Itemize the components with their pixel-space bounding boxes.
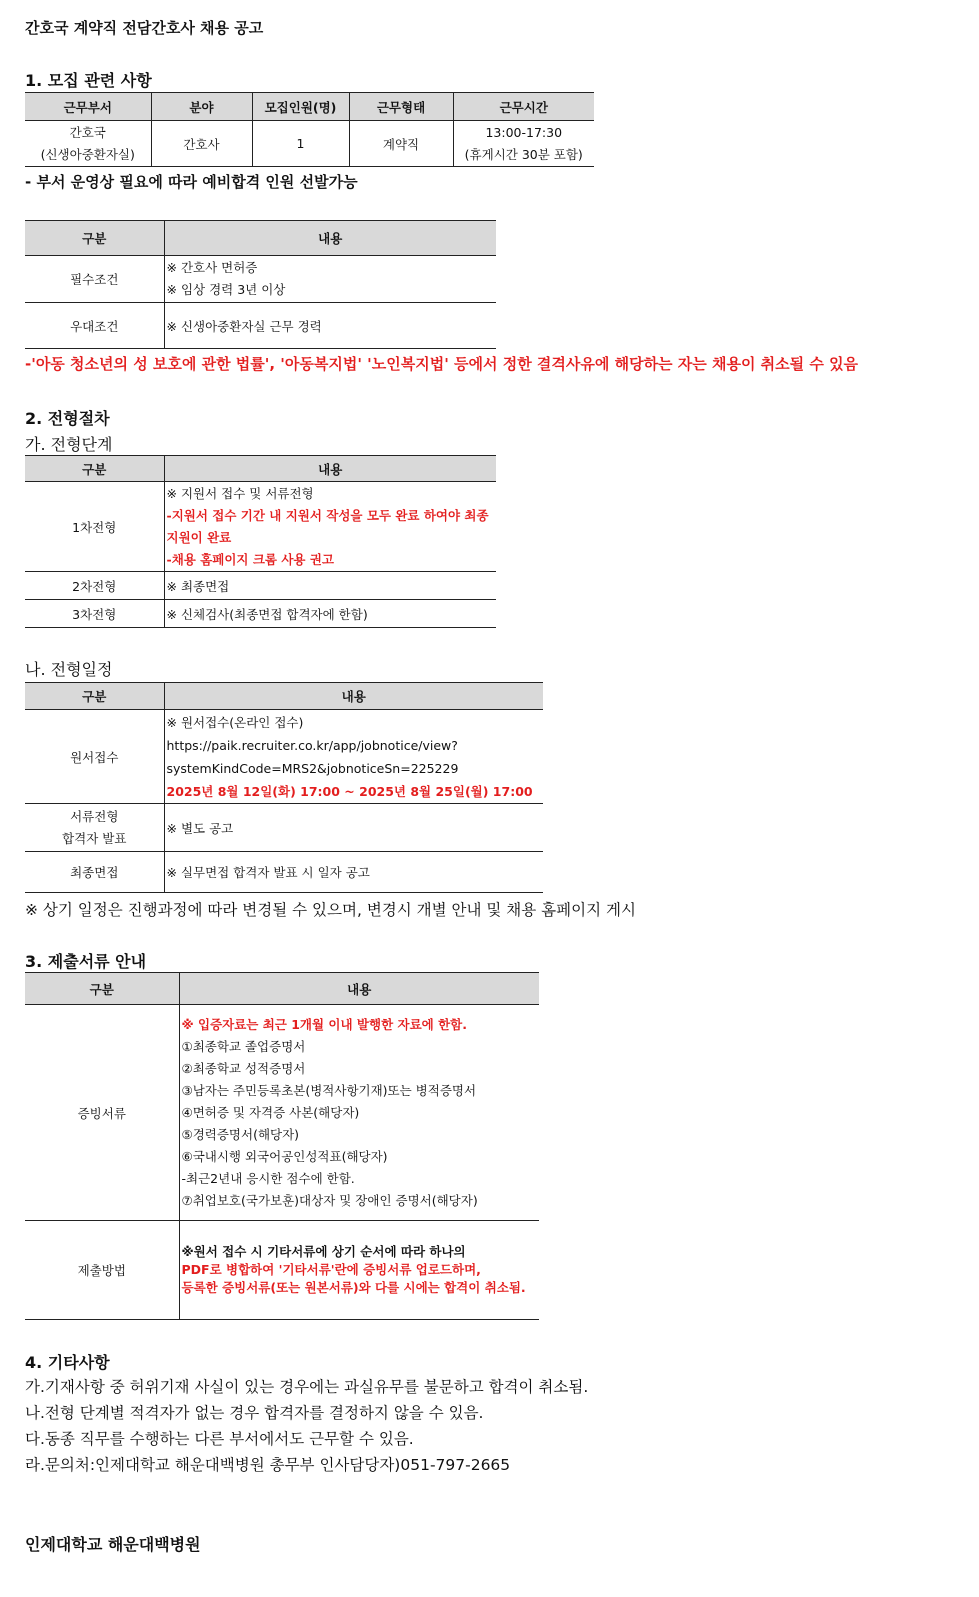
stage-table [25, 455, 496, 628]
table-row [25, 600, 496, 628]
table-row [25, 852, 543, 893]
reserve-note: - 부서 운영상 필요에 따라 예비합격 인원 선발가능 [25, 173, 358, 191]
list-item: 나.전형 단계별 적격자가 없는 경우 합격자를 결정하지 않을 수 있음. [25, 1404, 484, 1422]
cell-label: 증빙서류 [25, 1005, 179, 1221]
table-row [25, 256, 496, 303]
qualification-table [25, 220, 496, 349]
col-header-content: 내용 [179, 973, 539, 1005]
list-item: 다.동종 직무를 수행하는 다른 부서에서도 근무할 수 있음. [25, 1430, 414, 1448]
section2-heading: 2. 전형절차 [25, 409, 110, 428]
cell-label: 제출방법 [25, 1221, 179, 1320]
cell-field: 간호사 [151, 121, 252, 167]
cell-hours: 13:00-17:30 (휴게시간 30분 포함) [453, 121, 594, 167]
cell-label: 2차전형 [25, 572, 164, 600]
notes-list [25, 1374, 588, 1478]
table-row [25, 482, 496, 572]
application-url-cont[interactable]: systemKindCode=MRS2&jobnoticeSn=225229 [166, 760, 459, 776]
cell-content: ※ 원서접수(온라인 접수) https://paik.recruiter.co.kr/app/jobnotice/view? systemKindCode=MRS2&jobnoticeSn=225229 2025년 8월 12일(화) 17:00 ~ 2025년 8월 25일(월) 17:00 [164, 710, 543, 804]
cell-label: 3차전형 [25, 600, 164, 628]
col-header-category: 구분 [25, 683, 164, 710]
recruit-table [25, 92, 594, 167]
cell-label: 최종면접 [25, 852, 164, 893]
cell-label: 우대조건 [25, 303, 164, 349]
section4-heading: 4. 기타사항 [25, 1353, 110, 1372]
col-header-category: 구분 [25, 456, 164, 482]
page-title: 간호국 계약직 전담간호사 채용 공고 [25, 19, 264, 37]
section1-heading: 1. 모집 관련 사항 [25, 71, 152, 90]
list-item: 가.기재사항 중 허위기재 사실이 있는 경우에는 과실유무를 불문하고 합격이 취소됨. [25, 1378, 589, 1396]
cell-content: ※ 최종면접 [164, 572, 496, 600]
cell-label: 서류전형 합격자 발표 [25, 804, 164, 852]
table-row [25, 121, 594, 167]
application-url[interactable]: https://paik.recruiter.co.kr/app/jobnotice/view? [166, 737, 458, 753]
cell-label: 원서접수 [25, 710, 164, 804]
table-row [25, 710, 543, 804]
cell-content: ※ 간호사 면허증 ※ 임상 경력 3년 이상 [164, 256, 496, 303]
schedule-table [25, 682, 543, 893]
col-header-content: 내용 [164, 456, 496, 482]
table-row [25, 303, 496, 349]
cell-content: ※ 별도 공고 [164, 804, 543, 852]
cell-content: ※ 신생아중환자실 근무 경력 [164, 303, 496, 349]
cell-content: ※원서 접수 시 기타서류에 상기 순서에 따라 하나의 PDF로 병합하여 '기타서류'란에 증빙서류 업로드하며, 등록한 증빙서류(또는 원본서류)와 다를 시에는 합격이 취소됨. [179, 1221, 539, 1320]
stage-subheading: 가. 전형단계 [25, 435, 113, 454]
cell-content: ※ 입증자료는 최근 1개월 이내 발행한 자료에 한함. ①최종학교 졸업증명서 ②최종학교 성적증명서 ③남자는 주민등록초본(병적사항기재)또는 병적증명서 ④면허증 및 자격증 사본(해당자) ⑤경력증명서(해당자) ⑥국내시행 외국어공인성적표(해당자) -최근2년내 응시한 점수에 한함. ⑦취업보호(국가보훈)대상자 및 장애인 증명서(해당자) [179, 1005, 539, 1221]
col-header-field: 분야 [151, 93, 252, 121]
cell-content: ※ 신체검사(최종면접 합격자에 한함) [164, 600, 496, 628]
col-header-count: 모집인원(명) [252, 93, 349, 121]
col-header-dept: 근무부서 [25, 93, 151, 121]
schedule-subheading: 나. 전형일정 [25, 660, 113, 679]
cell-label: 1차전형 [25, 482, 164, 572]
table-row [25, 572, 496, 600]
documents-table [25, 972, 539, 1320]
col-header-hours: 근무시간 [453, 93, 594, 121]
cell-label: 필수조건 [25, 256, 164, 303]
cell-content: ※ 실무면접 합격자 발표 시 일자 공고 [164, 852, 543, 893]
schedule-note: ※ 상기 일정은 진행과정에 따라 변경될 수 있으며, 변경시 개별 안내 및 채용 홈페이지 게시 [25, 901, 636, 919]
hospital-footer: 인제대학교 해운대백병원 [25, 1535, 201, 1554]
disqualification-warning: -'아동 청소년의 성 보호에 관한 법률', '아동복지법' '노인복지법' 등에서 정한 결격사유에 해당하는 자는 채용이 취소될 수 있음 [25, 355, 859, 373]
cell-count: 1 [252, 121, 349, 167]
list-item: 라.문의처:인제대학교 해운대백병원 총무부 인사담당자)051-797-2665 [25, 1456, 511, 1474]
col-header-category: 구분 [25, 973, 179, 1005]
table-row [25, 1005, 539, 1221]
col-header-type: 근무형태 [349, 93, 453, 121]
col-header-content: 내용 [164, 683, 543, 710]
cell-content: ※ 지원서 접수 및 서류전형 -지원서 접수 기간 내 지원서 작성을 모두 완료 하여야 최종 지원이 완료 -채용 홈페이지 크롬 사용 권고 [164, 482, 496, 572]
col-header-content: 내용 [164, 221, 496, 256]
table-row [25, 1221, 539, 1320]
cell-dept: 간호국 (신생아중환자실) [25, 121, 151, 167]
col-header-category: 구분 [25, 221, 164, 256]
section3-heading: 3. 제출서류 안내 [25, 952, 147, 971]
cell-type: 계약직 [349, 121, 453, 167]
table-row [25, 804, 543, 852]
